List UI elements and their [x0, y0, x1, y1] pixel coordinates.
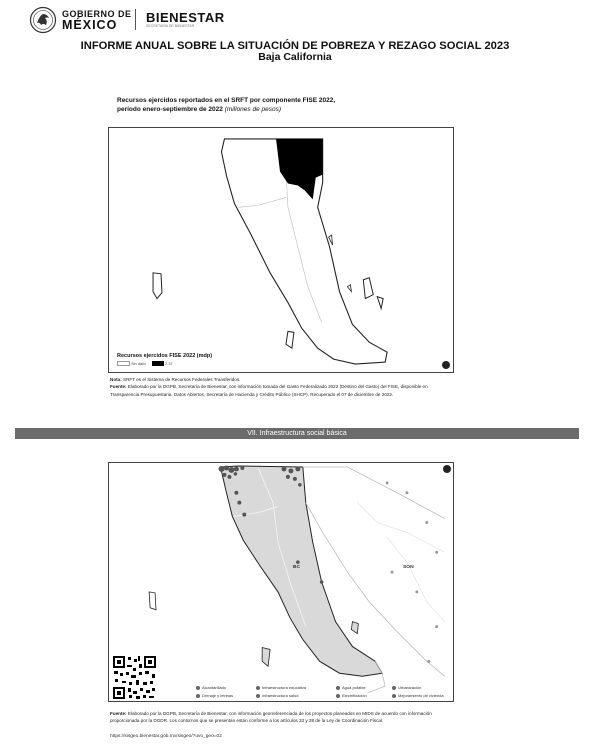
country-label: MÉXICO: [62, 18, 118, 32]
map1-note-label: Nota:: [110, 377, 122, 382]
map1-source-text: Elaborado por la DGPB, Secretaría de Bienestar, con información tomada del Gasto Federalizado 2022 (Destino del Gasto) del FISE, disponible en Transparencia Presupuestaria, Datos Abiertos, Secretaría de Hacienda y Crédito Público (SHCP). Recuperado el 07 de diciembre de 2022.: [110, 384, 428, 397]
header-divider: [135, 9, 136, 30]
map1-legend-none-label: Sin dato: [131, 361, 146, 366]
map2-state-shape: [221, 466, 383, 676]
legend-item: [256, 685, 306, 690]
sisgeo-link[interactable]: https://sisgeo.bienestar.gob.mx/sisgeo/?uvo_geo=02: [110, 734, 222, 739]
legend-item: [392, 685, 421, 690]
legend-label: Infraestructura salud: [262, 693, 299, 698]
legend-label: Agua potable: [342, 685, 366, 690]
legend-dot-icon: [196, 686, 200, 690]
north-arrow-icon: [442, 361, 450, 369]
legend-dot-icon: [336, 686, 340, 690]
map2-source-text: Elaborado por la DGPB, Secretaría de Bienestar, con información georreferenciada de los proyectos planeados en MIDS de acuerdo con información proporcionada por la DGDR. Los contornos que se presentan están conforme a los artículos 33 y 38 de la Ley de Coordinación Fiscal.: [110, 711, 432, 724]
legend-dot-icon: [256, 694, 260, 698]
mexico-eagle-seal-icon: [28, 6, 58, 34]
legend-item: [336, 685, 366, 690]
legend-dot-icon: [196, 694, 200, 698]
map2-state-label-son: SON: [402, 565, 414, 571]
legend-item: [196, 685, 226, 690]
agency-name: BIENESTAR: [146, 10, 225, 25]
map2-notes: [110, 710, 455, 725]
legend-label: Infraestructura educativa: [262, 685, 307, 690]
map2-state-label-bc: BC: [292, 565, 301, 571]
report-title: INFORME ANUAL SOBRE LA SITUACIÓN DE POBREZA Y REZAGO SOCIAL 2023: [80, 40, 510, 52]
legend-label: Electrificación: [342, 693, 367, 698]
legend-label: Alcantarillado: [202, 685, 227, 690]
map2-source-label: Fuente:: [110, 711, 127, 716]
map1-legend-max-label: 2.37: [165, 361, 173, 366]
legend-item: [336, 693, 367, 698]
legend-item: [196, 693, 233, 698]
north-arrow-icon: [443, 465, 451, 473]
map1-notes: [110, 376, 450, 398]
map1-legend-swatch-max: [152, 361, 164, 366]
legend-label: Mejoramiento de vivienda: [398, 693, 444, 698]
agency-subtitle: SECRETARÍA DE BIENESTAR: [146, 24, 195, 28]
map1-caption-units: (millones de pesos): [224, 106, 282, 113]
map1-baja-california: [108, 127, 454, 373]
map1-legend-title: Recursos ejercidos FISE 2022 (mdp): [117, 353, 213, 359]
map2-infrastructure-map: [108, 462, 454, 702]
map1-caption-period-text: período enero-septiembre de 2022: [117, 106, 223, 113]
report-subtitle: Baja California: [258, 51, 332, 63]
legend-label: Urbanización: [398, 685, 422, 690]
section-heading: VII. Infraestructura social básica: [15, 428, 579, 439]
legend-dot-icon: [336, 694, 340, 698]
map1-source-label: Fuente:: [110, 384, 127, 390]
government-label: GOBIERNO DE: [62, 9, 132, 19]
map1-caption: Recursos ejercidos reportados en el SRFT por componente FISE 2022,: [117, 97, 336, 104]
legend-dot-icon: [392, 694, 396, 698]
legend-dot-icon: [392, 686, 396, 690]
map1-note-text: SRFT es el Sistema de Recursos Federales Transferidos.: [123, 377, 241, 382]
legend-label: Drenaje y letrinas: [202, 693, 234, 698]
map2-legend: [196, 684, 450, 700]
map1-legend-swatch-none: [117, 361, 130, 366]
legend-item: [256, 693, 298, 698]
legend-item: [392, 693, 444, 698]
legend-dot-icon: [256, 686, 260, 690]
map1-caption-period: [117, 106, 281, 113]
qr-code-icon: [112, 655, 157, 700]
